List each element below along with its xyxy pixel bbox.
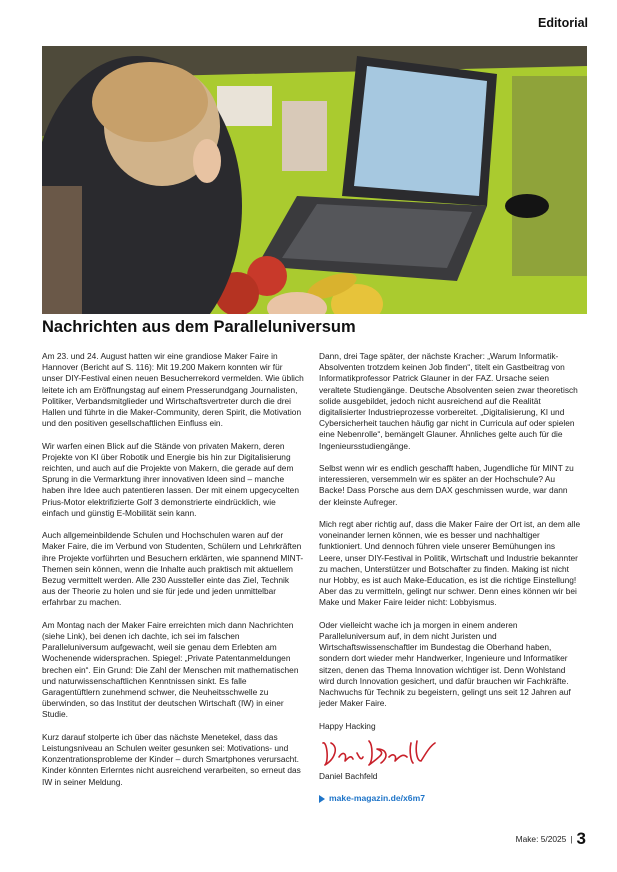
article-headline: Nachrichten aus dem Paralleluniversum xyxy=(42,318,356,336)
section-label: Editorial xyxy=(537,16,588,30)
greeting: Happy Hacking xyxy=(319,720,376,731)
paragraph: Oder vielleicht wache ich ja morgen in einem anderen Paralleluniversum auf, in dem nicht Juristen und Wirtschaftswissenschaftler im Bundestag die Oberhand haben, sondern dort wieder mehr Handwerker, Ingenieure und Informatiker sitzen, denen das Thema Innovation wichtiger ist. Denn Wohlstand wird durch Innovation gesichert, und dafür brauchen wir Fachkräfte. Nachwuchs für Technik zu begeistern, gelingt uns seit 12 Jahren auf jeder Maker Faire. xyxy=(319,619,571,709)
paragraph: Am 23. und 24. August hatten wir eine grandiose Maker Faire in Hannover (Bericht auf S. 116): Mit 19.200 Makern konnten wir für unser DIY-Festival einen neuen Besucherrekord vermelden. Wie üblich leitete ich am Eröffnungstag auf einem Presserundgang Journalisten, Politiker, Verbandsmitglieder und Wirtschaftsvertreter durch die drei Hallen und führte in die Maker-Community, deren Spirit, die Motivation und den positiven gesellschaftlichen Einfluss ein. xyxy=(42,351,304,429)
paragraph: Kurz darauf stolperte ich über das nächste Menetekel, dass das Leistungsniveau an Schulen weiter gesunken sei: Motivations- und Konzentrationsprobleme der Kinder – durch Smartphones verursacht. Kinder könnten Erlerntes nicht ausreichend verarbeiten, so erneut das IW in seiner Meldung. xyxy=(42,731,301,787)
article-left-column xyxy=(42,351,304,799)
paragraph: Wir warfen einen Blick auf die Stände von privaten Makern, deren Projekte von KI über Robotik und Energie bis hin zur Digitalisierung reichten, und auch auf die Projekte von Makern, die gerade auf dem Sprung in die Vermarktung ihrer innovativen Ideen sind – manche haben ihre Idee auch patentieren lassen. Der mit einem upgecycelten Prius-Motor elektrifizierte Golf 3 demonstrierte eindrücklich, wie einfach und günstig E-Mobilität sein kann. xyxy=(42,440,299,518)
article-right-column xyxy=(319,351,581,804)
hero-photo xyxy=(42,46,587,314)
paragraph: Selbst wenn wir es endlich geschafft haben, Jugendliche für MINT zu interessieren, versemmeln wir es später an der Hochschule? Au Backe! Dass Porsche aus dem DAX geschmissen wurde, war dann der kleinste Aufreger. xyxy=(319,463,574,507)
page-footer xyxy=(516,829,586,849)
footer-divider: | xyxy=(570,834,573,844)
arrow-icon xyxy=(319,795,325,803)
paragraph: Auch allgemeinbildende Schulen und Hochschulen waren auf der Maker Faire, die im Verbund von Studenten, Schülern und Lehrkräften ihre Projekte vorführten und Besuchern erklärten, wie spannend MINT-Themen sein können, wenn die Inhalte auch praktisch mit aktuellem Bezug vermittelt werden. Alle 230 Aussteller einte das Ziel, Technik aus der Theorie zu holen und sie für jede und jeden unmittelbar erfahrbar zu machen. xyxy=(42,530,304,608)
article-link[interactable] xyxy=(319,793,581,804)
author-name: Daniel Bachfeld xyxy=(319,770,378,781)
link-text[interactable]: make-magazin.de/x6m7 xyxy=(329,793,426,804)
paragraph: Mich regt aber richtig auf, dass die Maker Faire der Ort ist, an dem alle voneinander lernen können, wie es besser und nachhaltiger funktioniert. Und dennoch führen viele unserer Bemühungen ins Leere, unser DIY-Festival in Politik, Wirtschaft und Industrie bekannter zu machen, Unterstützer und Botschafter zu finden. Making ist nicht nur Hobby, es ist auch Make-Education, es ist die richtige Einstellung! Aber das zu vermitteln, gelingt nur schwer. Denn eines können wir bei Make und Maker Faire leider nicht: Lobbyismus. xyxy=(319,519,581,608)
page-number: 3 xyxy=(576,829,586,848)
paragraph: Am Montag nach der Maker Faire erreichten mich dann Nachrichten (siehe Link), bei denen ich dachte, ich sei im falschen Paralleluniversum aufgewacht, weil sie genau dem Erlebten am Wochenende widersprachen. Spiegel: „Private Patentanmeldungen brechen ein“. Ein Grund: Die Zahl der Menschen mit mathematischen und naturwissenschaftlichen Kenntnissen sinkt. Es falle Garagentüftlern zunehmend schwer, die Neuheitsschwelle zu überwinden, so das Institut der deutschen Wirtschaft (IW) in einer Studie. xyxy=(42,619,299,720)
issue-label: Make: 5/2025 xyxy=(515,834,567,844)
paragraph: Dann, drei Tage später, der nächste Kracher: „Warum Informatik-Absolventen trotzdem keinen Job finden“, titelt ein Gastbeitrag von Informatikprofessor Patrick Glauner in der FAZ. Ursache seien veraltete Studiengänge. Deutsche Absolventen seien zwar theoretisch solide ausgebildet, jedoch nicht ausreichend auf die Realität digitalisierter Industrieprozesse vorbereitet. „Digitalisierung, KI und Cybersicherheit tauchen häufig gar nicht in Curricula auf oder spielen eine Nebenrolle“, bemängelt Glauner. Ähnliches gelte auch für die Ingenieursstudiengänge. xyxy=(319,351,578,451)
signature xyxy=(317,735,437,771)
